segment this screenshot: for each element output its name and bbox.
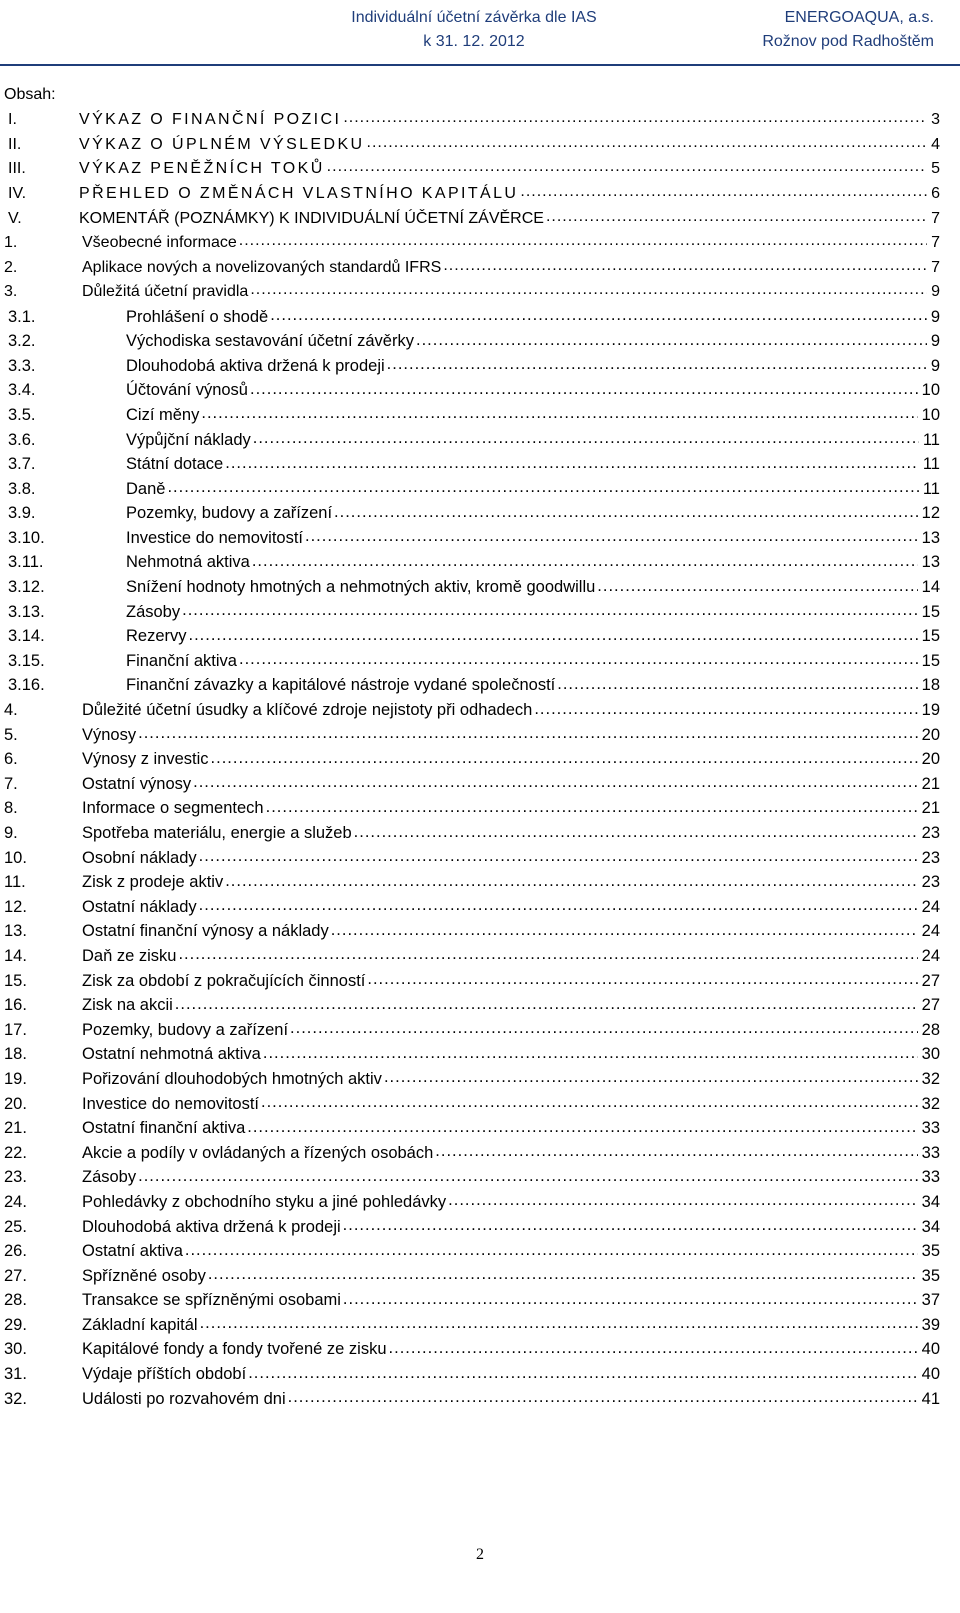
toc-leader-dots: [534, 702, 917, 720]
page-header: [0, 4, 960, 56]
toc-entry-title: Události po rozvahovém dni: [82, 1389, 286, 1408]
toc-leader-dots: [435, 1144, 917, 1162]
toc-entry-number: 23.: [4, 1168, 27, 1187]
toc-entry-page: 7: [931, 258, 940, 276]
toc-entry-number: 29.: [4, 1315, 27, 1334]
toc-leader-dots: [389, 1341, 918, 1359]
toc-leader-dots: [261, 1095, 918, 1113]
toc-entry[interactable]: [4, 1215, 940, 1240]
toc-entry-page: 13: [921, 553, 940, 572]
toc-entry-title: Pozemky, budovy a zařízení: [82, 1020, 289, 1039]
toc-leader-dots: [250, 283, 927, 301]
toc-entry-title: VÝKAZ PENĚŽNÍCH TOKŮ: [79, 160, 325, 178]
toc-entry-title: Pořizování dlouhodobých hmotných aktiv: [82, 1069, 382, 1088]
toc-entry[interactable]: [4, 1018, 940, 1043]
toc-entry-number: 5.: [4, 725, 18, 744]
toc-leader-dots: [252, 554, 918, 572]
toc-entry-number: 3.: [4, 283, 18, 301]
toc-entry[interactable]: [4, 895, 940, 920]
toc-entry-number: 3.5.: [8, 405, 36, 424]
toc-entry-title: Daně: [126, 479, 166, 498]
toc-leader-dots: [331, 923, 918, 941]
toc-entry[interactable]: [4, 1239, 940, 1264]
toc-entry-number: 25.: [4, 1217, 27, 1236]
toc-entry[interactable]: [4, 1043, 940, 1068]
toc-entry-number: 3.3.: [8, 356, 36, 375]
toc-entry-number: 3.8.: [8, 479, 36, 498]
toc-entry[interactable]: [4, 624, 940, 649]
toc-entry-number: 9.: [4, 824, 18, 843]
toc-leader-dots: [193, 775, 918, 793]
toc-leader-dots: [384, 1070, 918, 1088]
toc-entry-title: Rezervy: [126, 627, 187, 646]
toc-entry-page: 7: [931, 209, 940, 227]
toc-entry-title: Finanční aktiva: [126, 651, 237, 670]
toc-entry[interactable]: [4, 1166, 940, 1191]
toc-entry-page: 11: [922, 430, 940, 449]
toc-leader-dots: [211, 751, 918, 769]
toc-entry-page: 35: [921, 1242, 940, 1261]
toc-leader-dots: [253, 431, 919, 449]
toc-entry[interactable]: [4, 526, 940, 551]
toc-leader-dots: [189, 628, 918, 646]
toc-entry-number: 22.: [4, 1143, 27, 1162]
toc-entry[interactable]: [4, 305, 940, 330]
toc-leader-dots: [290, 1021, 918, 1039]
toc-entry-number: 30.: [4, 1340, 27, 1359]
toc-entry-page: 21: [921, 799, 940, 818]
toc-entry[interactable]: [4, 649, 940, 674]
toc-entry-page: 40: [921, 1340, 940, 1359]
table-of-contents: [4, 108, 940, 1411]
header-company-city: Rožnov pod Radhoštěm: [762, 33, 934, 50]
toc-leader-dots: [546, 210, 927, 228]
toc-entry-page: 35: [921, 1266, 940, 1285]
toc-entry-number: V.: [8, 209, 22, 227]
toc-heading: Obsah:: [4, 86, 56, 103]
toc-leader-dots: [334, 505, 918, 523]
toc-entry-page: 21: [921, 774, 940, 793]
toc-entry-page: 4: [931, 135, 940, 153]
toc-entry[interactable]: [4, 206, 940, 231]
toc-leader-dots: [250, 382, 918, 400]
toc-entry-page: 9: [930, 332, 940, 351]
toc-leader-dots: [557, 677, 917, 695]
toc-entry[interactable]: [4, 821, 940, 846]
toc-leader-dots: [138, 1169, 918, 1187]
toc-entry-page: 9: [930, 307, 940, 326]
toc-entry[interactable]: [4, 428, 940, 453]
toc-leader-dots: [200, 1316, 918, 1334]
toc-entry-title: Základní kapitál: [82, 1315, 198, 1334]
toc-entry-title: PŘEHLED O ZMĚNÁCH VLASTNÍHO KAPITÁLU: [79, 185, 519, 203]
header-report-title: Individuální účetní závěrka dle IAS: [351, 9, 597, 26]
toc-entry[interactable]: [4, 1141, 940, 1166]
toc-entry[interactable]: [4, 969, 940, 994]
toc-entry-page: 18: [921, 676, 940, 695]
toc-entry[interactable]: [4, 157, 940, 182]
toc-entry-page: 33: [921, 1143, 940, 1162]
toc-entry-page: 5: [931, 160, 940, 178]
toc-entry-page: 23: [921, 873, 940, 892]
toc-entry[interactable]: [4, 1338, 940, 1363]
toc-entry[interactable]: [4, 698, 940, 723]
toc-entry-title: Daň ze zisku: [82, 946, 177, 965]
toc-entry[interactable]: [4, 944, 940, 969]
toc-entry-number: 8.: [4, 799, 18, 818]
toc-entry[interactable]: [4, 1190, 940, 1215]
toc-leader-dots: [199, 898, 918, 916]
toc-entry-title: Východiska sestavování účetní závěrky: [126, 332, 414, 351]
toc-entry-number: 18.: [4, 1045, 27, 1064]
toc-entry[interactable]: [4, 1264, 940, 1289]
toc-entry-title: Investice do nemovitostí: [82, 1094, 260, 1113]
toc-entry-page: 24: [921, 946, 940, 965]
toc-leader-dots: [208, 1267, 918, 1285]
toc-entry-page: 37: [921, 1291, 940, 1310]
toc-entry-number: 3.7.: [8, 455, 36, 474]
toc-entry-number: 3.16.: [8, 676, 45, 695]
toc-entry-title: Důležité účetní úsudky a klíčové zdroje nejistoty při odhadech: [82, 701, 533, 720]
toc-entry[interactable]: [4, 477, 940, 502]
toc-leader-dots: [443, 259, 927, 277]
toc-leader-dots: [343, 111, 927, 129]
toc-entry[interactable]: [4, 502, 940, 527]
toc-entry[interactable]: [4, 108, 940, 133]
toc-entry-page: 10: [921, 381, 940, 400]
toc-entry-number: 3.1.: [8, 307, 36, 326]
toc-entry[interactable]: [4, 993, 940, 1018]
toc-entry[interactable]: [4, 920, 940, 945]
toc-entry-number: 3.2.: [8, 332, 36, 351]
toc-entry-title: Dlouhodobá aktiva držená k prodeji: [82, 1217, 341, 1236]
toc-entry-title: Snížení hodnoty hmotných a nehmotných aktiv, kromě goodwillu: [126, 578, 596, 597]
toc-entry-title: Osobní náklady: [82, 848, 197, 867]
toc-leader-dots: [199, 849, 918, 867]
toc-entry-title: Výpůjční náklady: [126, 430, 251, 449]
header-left: [316, 6, 632, 54]
toc-entry-page: 6: [931, 185, 940, 203]
toc-entry[interactable]: [4, 1387, 940, 1412]
toc-entry-number: 3.10.: [8, 528, 45, 547]
toc-leader-dots: [387, 357, 927, 375]
toc-entry-title: Akcie a podíly v ovládaných a řízených osobách: [82, 1143, 434, 1162]
toc-entry-page: 20: [921, 725, 940, 744]
toc-entry-page: 15: [921, 651, 940, 670]
toc-leader-dots: [175, 997, 918, 1015]
toc-leader-dots: [266, 800, 918, 818]
toc-entry[interactable]: [4, 379, 940, 404]
toc-entry-number: 32.: [4, 1389, 27, 1408]
toc-entry-number: 3.11.: [8, 553, 44, 572]
toc-entry[interactable]: [4, 1362, 940, 1387]
toc-entry-page: 24: [921, 922, 940, 941]
toc-entry-page: 11: [922, 479, 940, 498]
toc-entry-title: Finanční závazky a kapitálové nástroje vydané společností: [126, 676, 556, 695]
toc-entry-page: 7: [931, 234, 940, 252]
toc-leader-dots: [182, 603, 918, 621]
toc-entry-page: 23: [921, 848, 940, 867]
toc-entry-number: 2.: [4, 258, 18, 276]
toc-entry[interactable]: [4, 354, 940, 379]
toc-entry-number: 16.: [4, 996, 27, 1015]
toc-leader-dots: [327, 160, 927, 178]
toc-entry[interactable]: [4, 772, 940, 797]
toc-entry-title: Ostatní náklady: [82, 897, 197, 916]
toc-entry[interactable]: [4, 870, 940, 895]
toc-entry[interactable]: [4, 231, 940, 256]
toc-entry-title: Informace o segmentech: [82, 799, 264, 818]
toc-leader-dots: [270, 308, 927, 326]
toc-entry[interactable]: [4, 256, 940, 281]
toc-entry-title: Spřízněné osoby: [82, 1266, 206, 1285]
toc-entry-title: Zásoby: [126, 602, 181, 621]
toc-entry-page: 11: [922, 455, 940, 474]
toc-entry-title: Ostatní aktiva: [82, 1242, 183, 1261]
toc-leader-dots: [367, 972, 917, 990]
toc-entry-title: Zásoby: [82, 1168, 137, 1187]
toc-entry-title: Ostatní finanční výnosy a náklady: [82, 922, 329, 941]
toc-entry[interactable]: [4, 846, 940, 871]
header-company-name: ENERGOAQUA, a.s.: [784, 9, 934, 26]
toc-entry[interactable]: [4, 1067, 940, 1092]
header-report-date: k 31. 12. 2012: [423, 33, 525, 50]
toc-entry-number: 20.: [4, 1094, 27, 1113]
toc-entry-page: 33: [921, 1168, 940, 1187]
toc-entry-page: 15: [921, 602, 940, 621]
toc-entry-page: 34: [921, 1192, 940, 1211]
toc-entry-title: Dlouhodobá aktiva držená k prodeji: [126, 356, 385, 375]
toc-entry[interactable]: [4, 182, 940, 207]
toc-entry-page: 39: [921, 1315, 940, 1334]
toc-entry[interactable]: [4, 1092, 940, 1117]
toc-entry[interactable]: [4, 723, 940, 748]
toc-entry-title: Výdaje příštích období: [82, 1365, 247, 1384]
toc-entry[interactable]: [4, 600, 940, 625]
toc-leader-dots: [248, 1366, 917, 1384]
toc-leader-dots: [305, 529, 918, 547]
toc-entry-title: Prohlášení o shodě: [126, 307, 269, 326]
toc-leader-dots: [354, 825, 918, 843]
toc-entry-title: Kapitálové fondy a fondy tvořené ze zisku: [82, 1340, 387, 1359]
toc-entry-number: 21.: [4, 1119, 27, 1138]
toc-entry-number: 3.15.: [8, 651, 45, 670]
toc-entry-page: 9: [931, 283, 940, 301]
toc-entry-number: 28.: [4, 1291, 27, 1310]
header-divider: [0, 64, 960, 66]
toc-entry-page: 9: [930, 356, 940, 375]
toc-entry-number: III.: [8, 160, 26, 178]
toc-entry-page: 40: [921, 1365, 940, 1384]
toc-entry-number: 13.: [4, 922, 27, 941]
toc-entry[interactable]: [4, 747, 940, 772]
toc-entry-number: 26.: [4, 1242, 27, 1261]
toc-entry-title: Výnosy: [82, 725, 137, 744]
toc-entry-title: Spotřeba materiálu, energie a služeb: [82, 824, 352, 843]
page-number: 2: [476, 1546, 484, 1563]
toc-entry-number: 4.: [4, 701, 18, 720]
toc-entry[interactable]: [4, 1313, 940, 1338]
toc-entry-title: Investice do nemovitostí: [126, 528, 304, 547]
toc-leader-dots: [178, 947, 917, 965]
toc-leader-dots: [185, 1243, 918, 1261]
toc-entry-title: Všeobecné informace: [82, 234, 237, 252]
toc-entry-page: 13: [921, 528, 940, 547]
toc-leader-dots: [416, 333, 927, 351]
toc-entry-number: 6.: [4, 750, 18, 769]
toc-entry-title: Výnosy z investic: [82, 750, 209, 769]
toc-entry-number: 12.: [4, 897, 27, 916]
toc-entry-page: 23: [921, 824, 940, 843]
toc-entry-number: 3.6.: [8, 430, 36, 449]
toc-entry[interactable]: [4, 329, 940, 354]
toc-entry-page: 19: [921, 701, 940, 720]
toc-entry-page: 12: [921, 504, 940, 523]
toc-leader-dots: [263, 1046, 918, 1064]
toc-entry-title: KOMENTÁŘ (POZNÁMKY) K INDIVIDUÁLNÍ ÚČETNÍ ZÁVĚRCE: [79, 209, 544, 227]
toc-entry-page: 14: [921, 578, 940, 597]
toc-entry[interactable]: [4, 452, 940, 477]
toc-entry-number: I.: [8, 111, 17, 129]
toc-entry-number: 27.: [4, 1266, 27, 1285]
toc-entry[interactable]: [4, 1116, 940, 1141]
toc-entry[interactable]: [4, 133, 940, 158]
toc-entry-page: 27: [921, 971, 940, 990]
toc-entry-page: 24: [921, 897, 940, 916]
toc-entry-page: 3: [931, 111, 940, 129]
toc-entry-number: IV.: [8, 185, 27, 203]
toc-entry-page: 41: [921, 1389, 940, 1408]
toc-entry-title: Státní dotace: [126, 455, 224, 474]
header-right: [762, 6, 934, 54]
toc-entry-title: VÝKAZ O ÚPLNÉM VÝSLEDKU: [79, 135, 365, 153]
toc-leader-dots: [597, 579, 917, 597]
toc-entry[interactable]: [4, 674, 940, 699]
toc-entry-title: Ostatní výnosy: [82, 774, 192, 793]
toc-entry-number: 17.: [4, 1020, 27, 1039]
toc-entry-page: 30: [921, 1045, 940, 1064]
toc-entry[interactable]: [4, 403, 940, 428]
toc-leader-dots: [448, 1193, 917, 1211]
toc-entry-title: Zisk z prodeje aktiv: [82, 873, 224, 892]
toc-entry-number: 1.: [4, 234, 18, 252]
toc-entry-page: 32: [921, 1094, 940, 1113]
toc-entry-number: II.: [8, 135, 22, 153]
toc-entry-page: 10: [921, 405, 940, 424]
toc-entry-page: 32: [921, 1069, 940, 1088]
toc-entry-title: VÝKAZ O FINANČNÍ POZICI: [79, 111, 342, 129]
toc-entry[interactable]: [4, 1289, 940, 1314]
toc-entry-number: 11.: [4, 873, 26, 892]
toc-entry-number: 3.13.: [8, 602, 45, 621]
toc-entry-number: 14.: [4, 946, 27, 965]
toc-leader-dots: [138, 726, 918, 744]
toc-entry-number: 7.: [4, 774, 18, 793]
toc-entry-title: Pohledávky z obchodního styku a jiné pohledávky: [82, 1192, 447, 1211]
toc-leader-dots: [367, 136, 928, 154]
toc-entry-number: 3.14.: [8, 627, 45, 646]
toc-entry-page: 34: [921, 1217, 940, 1236]
toc-entry-number: 24.: [4, 1192, 27, 1211]
toc-entry-title: Cizí měny: [126, 405, 200, 424]
toc-entry-title: Účtování výnosů: [126, 381, 248, 400]
toc-entry-page: 33: [921, 1119, 940, 1138]
toc-leader-dots: [167, 480, 918, 498]
toc-entry-number: 19.: [4, 1069, 27, 1088]
toc-entry-title: Důležitá účetní pravidla: [82, 283, 249, 301]
toc-entry-page: 15: [921, 627, 940, 646]
toc-leader-dots: [520, 185, 927, 203]
toc-leader-dots: [225, 874, 917, 892]
toc-leader-dots: [239, 652, 918, 670]
toc-leader-dots: [225, 456, 919, 474]
toc-entry-title: Zisk za období z pokračujících činností: [82, 971, 366, 990]
toc-entry-title: Zisk na akcii: [82, 996, 173, 1015]
toc-entry[interactable]: [4, 551, 940, 576]
toc-entry-number: 10.: [4, 848, 27, 867]
toc-entry[interactable]: [4, 797, 940, 822]
toc-entry-title: Nehmotná aktiva: [126, 553, 250, 572]
toc-entry-number: 31.: [4, 1365, 27, 1384]
toc-entry-title: Aplikace nových a novelizovaných standardů IFRS: [82, 258, 442, 276]
toc-leader-dots: [201, 406, 917, 424]
toc-entry-number: 3.12.: [8, 578, 45, 597]
toc-entry-page: 28: [921, 1020, 940, 1039]
toc-entry-page: 20: [921, 750, 940, 769]
toc-leader-dots: [343, 1292, 918, 1310]
toc-entry-title: Transakce se spřízněnými osobami: [82, 1291, 341, 1310]
toc-entry-number: 3.9.: [8, 504, 36, 523]
toc-entry-title: Ostatní finanční aktiva: [82, 1119, 246, 1138]
toc-entry-title: Pozemky, budovy a zařízení: [126, 504, 333, 523]
toc-entry-number: 3.4.: [8, 381, 36, 400]
toc-entry-title: Ostatní nehmotná aktiva: [82, 1045, 261, 1064]
toc-leader-dots: [343, 1218, 918, 1236]
toc-leader-dots: [247, 1120, 917, 1138]
toc-entry[interactable]: [4, 575, 940, 600]
toc-leader-dots: [288, 1390, 918, 1408]
toc-leader-dots: [239, 234, 927, 252]
toc-entry[interactable]: [4, 280, 940, 305]
toc-entry-number: 15.: [4, 971, 27, 990]
toc-entry-page: 27: [921, 996, 940, 1015]
